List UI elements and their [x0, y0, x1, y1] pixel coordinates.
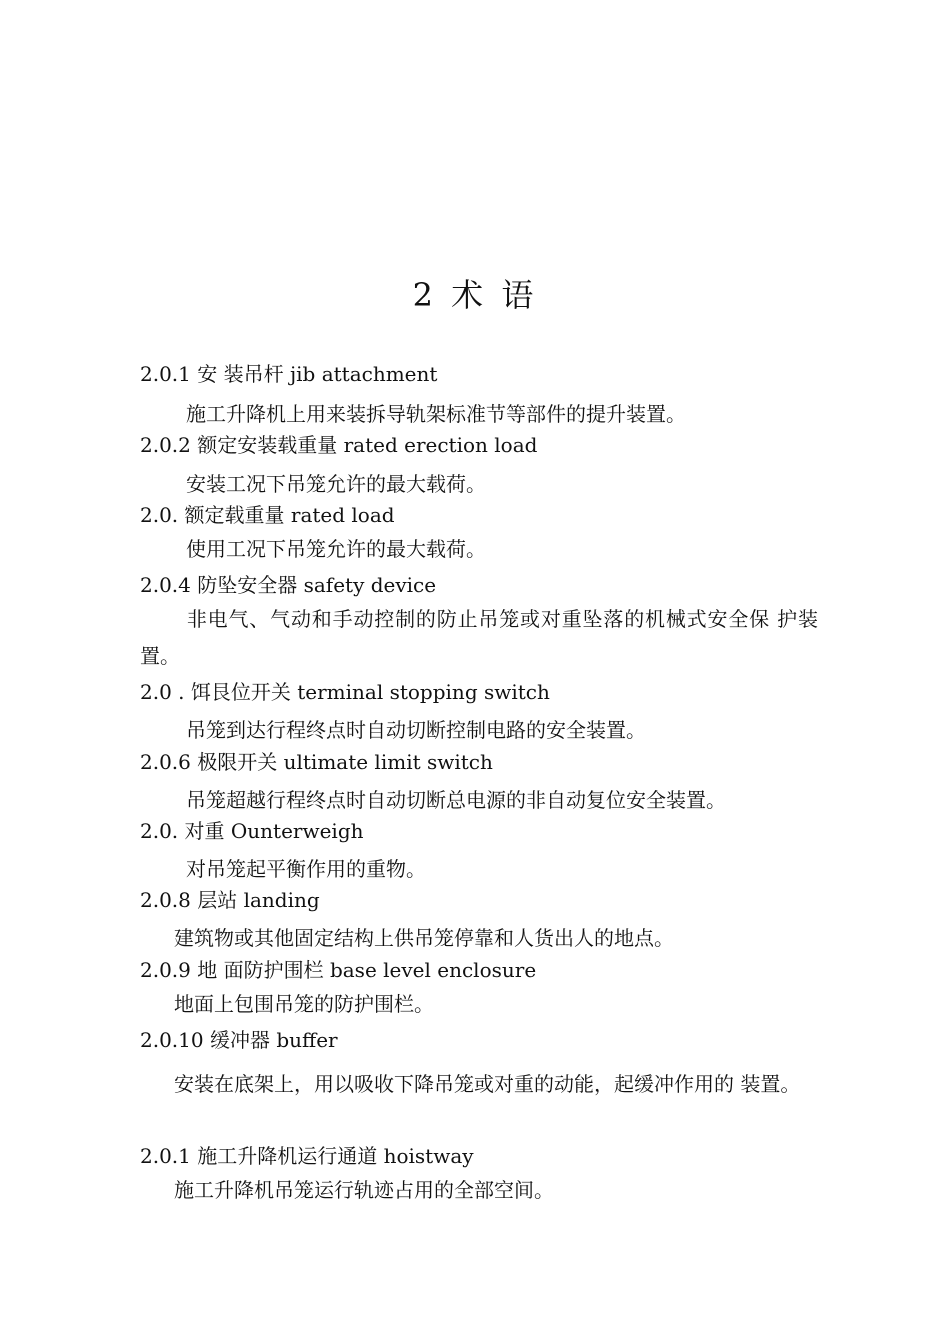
term-heading: 2.0.9 地 面防护围栏 base level enclosure: [140, 958, 537, 982]
term-definition: 对吊笼起平衡作用的重物。: [186, 857, 426, 881]
term-definition: 非电气、气动和手动控制的防止吊笼或对重坠落的机械式安全保 护装置。: [140, 607, 818, 668]
term-heading: 2.0. 额定载重量 rated load: [140, 503, 395, 527]
term-definition-wrapped: [140, 601, 818, 675]
term-definition: 施工升降机上用来装拆导轨架标准节等部件的提升装置。: [186, 402, 686, 426]
term-heading: 2.0.10 缓冲器 buffer: [140, 1028, 338, 1052]
term-heading: 2.0.4 防坠安全器 safety device: [140, 573, 437, 597]
term-definition: 安装在底架上，用以吸收下降吊笼或对重的动能，起缓冲作用的 装置。: [174, 1072, 801, 1096]
term-heading: 2.0.1 安 装吊杆 jib attachment: [140, 362, 438, 386]
term-definition: 吊笼到达行程终点时自动切断控制电路的安全装置。: [186, 718, 646, 742]
term-heading: 2.0. 对重 Ounterweigh: [140, 819, 364, 843]
term-heading: 2.0.8 层站 landing: [140, 888, 320, 912]
term-heading: 2.0 . 饵艮位开关 terminal stopping switch: [140, 680, 550, 704]
term-definition: 施工升降机吊笼运行轨迹占用的全部空间。: [174, 1178, 554, 1202]
term-definition: 使用工况下吊笼允许的最大载荷。: [186, 537, 486, 561]
term-definition: 安装工况下吊笼允许的最大载荷。: [186, 472, 486, 496]
term-definition: 建筑物或其他固定结构上供吊笼停靠和人货出人的地点。: [174, 926, 674, 950]
term-definition: 吊笼超越行程终点时自动切断总电源的非自动复位安全装置。: [186, 788, 726, 812]
term-heading: 2.0.1 施工升降机运行通道 hoistway: [140, 1144, 474, 1168]
term-definition-wrapped: [140, 1066, 818, 1103]
term-definition: 地面上包围吊笼的防护围栏。: [174, 992, 434, 1016]
term-heading: 2.0.2 额定安装载重量 rated erection load: [140, 433, 538, 457]
term-heading: 2.0.6 极限开关 ultimate limit switch: [140, 750, 493, 774]
page-title: 2 术 语: [412, 276, 538, 314]
